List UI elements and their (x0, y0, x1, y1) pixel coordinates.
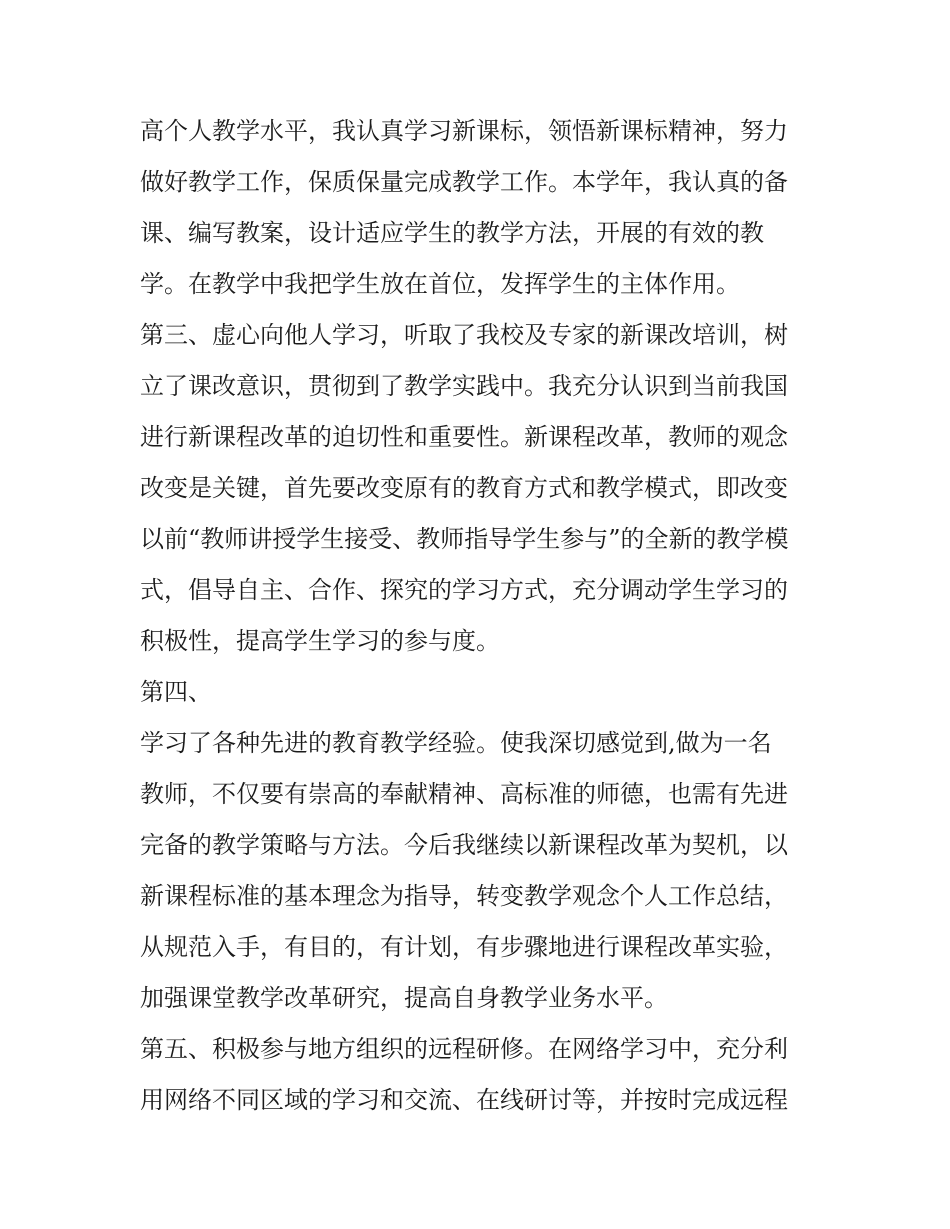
text-line-3: 课、编写教案，设计适应学生的教学方法，开展的有效的教 (140, 219, 764, 247)
text-line-17: 从规范入手，有目的，有计划，有步骤地进行课程改革实验， (140, 933, 788, 961)
text-line-1: 高个人教学水平，我认真学习新课标，领悟新课标精神，努力 (140, 117, 788, 145)
text-line-5: 第三、虚心向他人学习，听取了我校及专家的新课改培训，树 (140, 321, 788, 349)
text-line-13: 学习了各种先进的教育教学经验。使我深切感觉到,做为一名 (140, 729, 772, 757)
text-line-14: 教师，不仅要有崇高的奉献精神、高标准的师德，也需有先进 (140, 780, 788, 808)
text-line-9: 以前“教师讲授学生接受、教师指导学生参与”的全新的教学模 (140, 525, 789, 553)
text-line-6: 立了课改意识，贯彻到了教学实践中。我充分认识到当前我国 (140, 372, 788, 400)
text-line-18: 加强课堂教学改革研究，提高自身教学业务水平。 (140, 984, 668, 1012)
text-line-16: 新课程标准的基本理念为指导，转变教学观念个人工作总结， (140, 882, 788, 910)
text-line-10: 式，倡导自主、合作、探究的学习方式，充分调动学生学习的 (140, 576, 788, 604)
text-line-19: 第五、积极参与地方组织的远程研修。在网络学习中，充分利 (140, 1035, 788, 1063)
text-line-8: 改变是关键，首先要改变原有的教育方式和教学模式，即改变 (140, 474, 788, 502)
text-line-12: 第四、 (140, 678, 212, 706)
text-line-7: 进行新课程改革的迫切性和重要性。新课程改革，教师的观念 (140, 423, 788, 451)
text-line-11: 积极性，提高学生学习的参与度。 (140, 627, 500, 655)
document-body (140, 106, 820, 1126)
text-line-15: 完备的教学策略与方法。今后我继续以新课程改革为契机，以 (140, 831, 788, 859)
text-line-2: 做好教学工作，保质保量完成教学工作。本学年，我认真的备 (140, 168, 788, 196)
text-line-4: 学。在教学中我把学生放在首位，发挥学生的主体作用。 (140, 270, 740, 298)
text-line-20: 用网络不同区域的学习和交流、在线研讨等，并按时完成远程 (140, 1086, 788, 1114)
